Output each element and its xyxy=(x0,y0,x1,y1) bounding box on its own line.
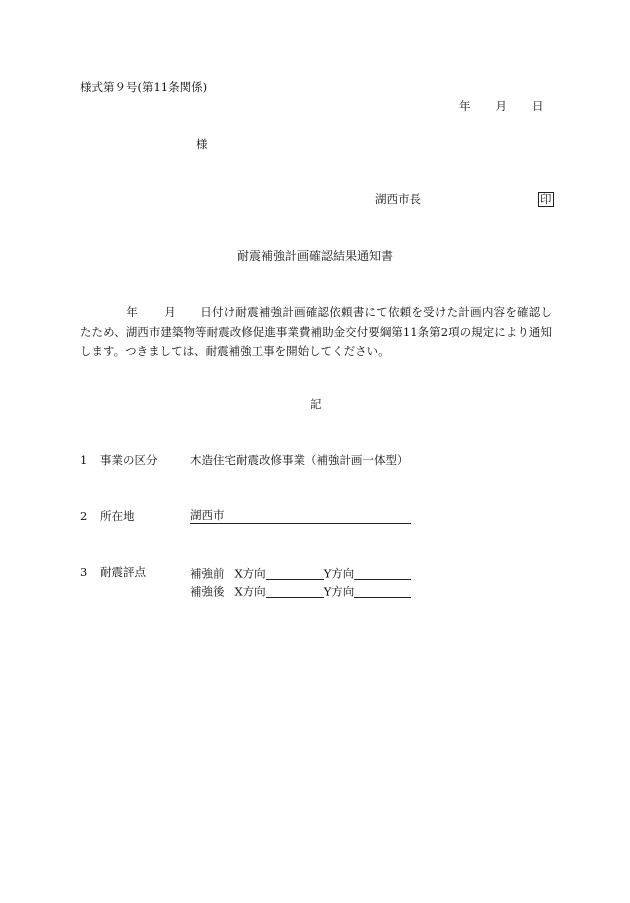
x-direction-label: X方向 xyxy=(234,584,266,599)
y-direction-label: Y方向 xyxy=(323,566,355,581)
x-before-blank xyxy=(266,567,324,580)
y-direction-label: Y方向 xyxy=(323,584,355,599)
before-label: 補強前 xyxy=(190,566,225,581)
item-label: 事業の区分 xyxy=(100,453,158,467)
form-id: 様式第９号(第11条関係) xyxy=(80,80,208,94)
x-direction-label: X方向 xyxy=(234,566,266,581)
score-before-row xyxy=(190,567,411,580)
item-label: 耐震評点 xyxy=(100,565,146,579)
body-year-label: 年 xyxy=(126,305,138,319)
sender-name: 湖西市長 xyxy=(375,192,421,206)
after-label: 補強後 xyxy=(190,584,225,599)
item-value-business-type: 木造住宅耐震改修事業（補強計画一体型） xyxy=(190,453,409,467)
body-paragraph xyxy=(80,303,552,362)
item-row-location xyxy=(80,511,135,523)
location-value: 湖西市 xyxy=(190,508,225,522)
document-title: 耐震補強計画確認結果通知書 xyxy=(237,249,394,263)
seal-mark: 印 xyxy=(540,192,552,206)
score-after-row xyxy=(190,585,411,598)
y-after-blank xyxy=(354,585,411,598)
item-row-seismic-score xyxy=(80,567,146,579)
x-after-blank xyxy=(266,585,324,598)
location-field xyxy=(190,510,411,524)
date-line xyxy=(459,101,544,113)
item-number: 2 xyxy=(80,509,88,523)
date-year-label: 年 xyxy=(459,99,471,113)
date-day-label: 日 xyxy=(532,99,544,113)
y-before-blank xyxy=(354,567,411,580)
ki-heading: 記 xyxy=(310,397,322,411)
item-row-business-type xyxy=(80,455,158,467)
body-month-label: 月 xyxy=(163,305,176,319)
item-number: 3 xyxy=(80,565,88,579)
date-month-label: 月 xyxy=(495,99,507,113)
body-text: 日付け耐震補強計画確認依頼書にて依頼を受けた計画内容を確認したため、湖西市建築物等耐震改修促進事業費補助金交付要綱第11条第2項の規定により通知します。つきましては、耐震補強工事を開始してください。 xyxy=(80,305,553,358)
item-label: 所在地 xyxy=(100,509,135,523)
item-number: 1 xyxy=(80,453,88,467)
addressee-suffix: 様 xyxy=(196,137,208,151)
